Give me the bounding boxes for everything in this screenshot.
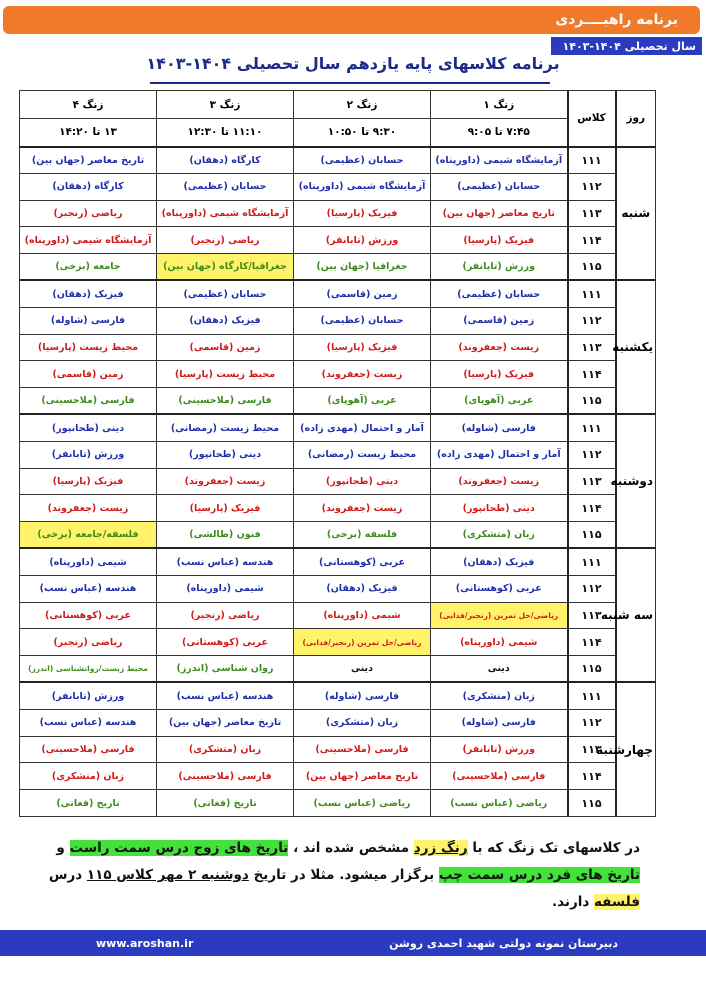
- class-number: ۱۱۳: [568, 468, 616, 495]
- note-text: مشخص شده اند ،: [293, 840, 410, 856]
- class-number: ۱۱۵: [568, 790, 616, 817]
- table-row: [20, 790, 656, 817]
- lesson-cell: عربی (آهوپای): [294, 388, 431, 415]
- lesson-cell: زیست (جعفروند): [20, 495, 157, 522]
- lesson-cell: حسابان (عظیمی): [431, 280, 568, 307]
- class-number: ۱۱۳: [568, 602, 616, 629]
- footer-bar: [0, 930, 706, 956]
- lesson-cell: تاریخ معاصر (جهان بین): [157, 709, 294, 736]
- table-row: [20, 441, 656, 468]
- lesson-cell: حسابان (عظیمی): [294, 307, 431, 334]
- lesson-cell: هندسه (عباس نسب): [20, 709, 157, 736]
- lesson-cell: تاریخ معاصر (جهان بین): [431, 200, 568, 227]
- lesson-cell: فیزیک (پارسیا): [431, 227, 568, 254]
- lesson-cell: فارسی (شاوله): [20, 307, 157, 334]
- class-number: ۱۱۲: [568, 307, 616, 334]
- lesson-cell: هندسه (عباس نسب): [157, 682, 294, 709]
- lesson-cell: شیمی (داورپناه): [294, 602, 431, 629]
- table-row: [20, 361, 656, 388]
- bell-header: زنگ ۴: [20, 91, 157, 119]
- lesson-cell: ریاضی (عباس نسب): [431, 790, 568, 817]
- lesson-cell: فیزیک (دهقان): [294, 575, 431, 602]
- table-row: [20, 709, 656, 736]
- class-number: ۱۱۱: [568, 682, 616, 709]
- lesson-cell: ریاضی (رنجبر): [20, 200, 157, 227]
- day-name: سه شنبه: [616, 548, 656, 682]
- class-number: ۱۱۴: [568, 361, 616, 388]
- table-row: [20, 763, 656, 790]
- table-row: [20, 334, 656, 361]
- lesson-cell: فیزیک (دهقان): [157, 307, 294, 334]
- class-number: ۱۱۱: [568, 414, 616, 441]
- lesson-cell: فیزیک (پارسیا): [294, 200, 431, 227]
- website-link[interactable]: www.aroshan.ir: [96, 936, 194, 950]
- class-number: ۱۱۵: [568, 656, 616, 683]
- lesson-cell: فیزیک (پارسیا): [294, 334, 431, 361]
- lesson-cell: حسابان (عظیمی): [157, 173, 294, 200]
- lesson-cell: فارسی (ملاحسینی): [20, 736, 157, 763]
- class-number: ۱۱۴: [568, 763, 616, 790]
- class-number: ۱۱۲: [568, 173, 616, 200]
- table-row: [20, 280, 656, 307]
- lesson-cell: محیط زیست (پارسیا): [20, 334, 157, 361]
- lesson-cell: فارسی (ملاحسینی): [157, 763, 294, 790]
- table-row: [20, 522, 656, 549]
- day-name: دوشنبه: [616, 414, 656, 548]
- lesson-cell: زمین (قاسمی): [431, 307, 568, 334]
- lesson-cell: فارسی (ملاحسینی): [157, 388, 294, 415]
- lesson-cell: شیمی (داورپناه): [431, 629, 568, 656]
- bell-header: زنگ ۲: [294, 91, 431, 119]
- lesson-cell: تاریخ معاصر (جهان بین): [294, 763, 431, 790]
- lesson-cell: دینی (طحانپور): [157, 441, 294, 468]
- table-row: [20, 629, 656, 656]
- class-number: ۱۱۲: [568, 441, 616, 468]
- table-row: [20, 602, 656, 629]
- page-title: برنامه کلاسهای پایه یازدهم سال تحصیلی ۱۴۰۴-۱۴۰۳: [146, 54, 560, 73]
- lesson-cell: جغرافیا/کارگاه (جهان بین): [157, 254, 294, 281]
- class-number: ۱۱۳: [568, 200, 616, 227]
- lesson-cell: محیط زیست (رمضانی): [157, 414, 294, 441]
- lesson-cell: محیط زیست/روانشناسی (اندرز): [20, 656, 157, 683]
- note-text-odd: تاریخ های فرد درس سمت چپ: [438, 867, 640, 883]
- class-number: ۱۱۳: [568, 334, 616, 361]
- class-number: ۱۱۵: [568, 254, 616, 281]
- class-number: ۱۱۱: [568, 280, 616, 307]
- lesson-cell: ریاضی (رنجبر): [20, 629, 157, 656]
- lesson-cell: دینی (طحانپور): [294, 468, 431, 495]
- bell-header: زنگ ۱: [431, 91, 568, 119]
- lesson-cell: فیزیک (پارسیا): [20, 468, 157, 495]
- lesson-cell: حسابان (عظیمی): [157, 280, 294, 307]
- table-row: [20, 495, 656, 522]
- bell-time: ۹:۳۰ تا ۱۰:۵۰: [294, 119, 431, 147]
- lesson-cell: فلسفه (برخی): [294, 522, 431, 549]
- note-text: برگزار میشود. مثلا در تاریخ: [253, 867, 435, 883]
- col-day-header: روز: [616, 91, 656, 147]
- note-text: درس: [48, 867, 83, 883]
- day-name: یکشنبه: [616, 280, 656, 414]
- lesson-cell: زمین (قاسمی): [157, 334, 294, 361]
- lesson-cell: عربی (کوهستانی): [294, 548, 431, 575]
- lesson-cell: زبان (متشکری): [431, 522, 568, 549]
- lesson-cell: آمار و احتمال (مهدی زاده): [294, 414, 431, 441]
- table-row: [20, 468, 656, 495]
- lesson-cell: فارسی (شاوله): [431, 709, 568, 736]
- lesson-cell: زبان (متشکری): [431, 682, 568, 709]
- lesson-cell: زیست (جعفروند): [431, 334, 568, 361]
- lesson-cell: فیزیک (پارسیا): [431, 361, 568, 388]
- lesson-cell: شیمی (داورپناه): [157, 575, 294, 602]
- note-text: و: [56, 840, 65, 856]
- table-row: [20, 682, 656, 709]
- note-text-subject: فلسفه: [594, 894, 640, 910]
- bell-time: ۷:۴۵ تا ۹:۰۵: [431, 119, 568, 147]
- lesson-cell: ورزش (تابانفر): [20, 441, 157, 468]
- note-text: در کلاسهای تک زنگ که با: [472, 840, 640, 856]
- table-row: [20, 254, 656, 281]
- lesson-cell: فارسی (ملاحسینی): [294, 736, 431, 763]
- year-tag: [551, 37, 702, 55]
- lesson-cell: آزمایشگاه شیمی (داورپناه): [294, 173, 431, 200]
- bell-time: ۱۳ تا ۱۴:۲۰: [20, 119, 157, 147]
- lesson-cell: زمین (قاسمی): [294, 280, 431, 307]
- class-number: ۱۱۴: [568, 629, 616, 656]
- class-number: ۱۱۴: [568, 495, 616, 522]
- lesson-cell: جامعه (برخی): [20, 254, 157, 281]
- lesson-cell: هندسه (عباس نسب): [157, 548, 294, 575]
- lesson-cell: زیست (جعفروند): [294, 361, 431, 388]
- lesson-cell: زبان (متشکری): [20, 763, 157, 790]
- school-name: دبیرستان نمونه دولتی شهید احمدی روشن: [389, 936, 618, 950]
- lesson-cell: دینی (طحانپور): [431, 495, 568, 522]
- note-text-yellow: رنگ زرد: [413, 840, 468, 856]
- table-row: [20, 736, 656, 763]
- lesson-cell: تاریخ معاصر (جهان بین): [20, 147, 157, 174]
- bell-time: ۱۱:۱۰ تا ۱۲:۳۰: [157, 119, 294, 147]
- lesson-cell: عربی (آهوپای): [431, 388, 568, 415]
- table-row: [20, 147, 656, 174]
- table-row: [20, 227, 656, 254]
- header-row-bells: [20, 91, 656, 119]
- lesson-cell: زمین (قاسمی): [20, 361, 157, 388]
- table-row: [20, 414, 656, 441]
- lesson-cell: جغرافیا (جهان بین): [294, 254, 431, 281]
- lesson-cell: محیط زیست (پارسیا): [157, 361, 294, 388]
- lesson-cell: کارگاه (دهقان): [20, 173, 157, 200]
- class-number: ۱۱۲: [568, 709, 616, 736]
- lesson-cell: حسابان (عظیمی): [431, 173, 568, 200]
- lesson-cell: زیست (جعفروند): [431, 468, 568, 495]
- lesson-cell: عربی (کوهستانی): [20, 602, 157, 629]
- table-row: [20, 388, 656, 415]
- header-banner: [3, 6, 700, 34]
- lesson-cell: ریاضی/حل تمرین (رنجبر/فدایی): [431, 602, 568, 629]
- class-number: ۱۱۳: [568, 736, 616, 763]
- class-number: ۱۱۱: [568, 548, 616, 575]
- lesson-cell: آزمایشگاه شیمی (داورپناه): [431, 147, 568, 174]
- lesson-cell: آمار و احتمال (مهدی زاده): [431, 441, 568, 468]
- lesson-cell: عربی (کوهستانی): [157, 629, 294, 656]
- lesson-cell: تاریخ (فغانی): [20, 790, 157, 817]
- lesson-cell: زبان (متشکری): [294, 709, 431, 736]
- lesson-cell: زبان (متشکری): [157, 736, 294, 763]
- table-row: [20, 656, 656, 683]
- lesson-cell: دینی: [431, 656, 568, 683]
- class-number: ۱۱۴: [568, 227, 616, 254]
- table-row: [20, 173, 656, 200]
- lesson-cell: تاریخ (فغانی): [157, 790, 294, 817]
- lesson-cell: آزمایشگاه شیمی (داورپناه): [20, 227, 157, 254]
- table-row: [20, 575, 656, 602]
- lesson-cell: ریاضی (رنجبر): [157, 602, 294, 629]
- lesson-cell: ورزش (تابانفر): [20, 682, 157, 709]
- lesson-cell: هندسه (عباس نسب): [20, 575, 157, 602]
- class-number: ۱۱۱: [568, 147, 616, 174]
- lesson-cell: حسابان (عظیمی): [294, 147, 431, 174]
- lesson-cell: زیست (جعفروند): [294, 495, 431, 522]
- day-name: چهارشنبه: [616, 682, 656, 816]
- note-paragraph: [40, 835, 640, 916]
- header-row-times: [20, 119, 656, 147]
- table-row: [20, 307, 656, 334]
- class-number: ۱۱۵: [568, 388, 616, 415]
- note-text-example: دوشنبه ۲ مهر کلاس ۱۱۵: [86, 867, 249, 883]
- table-row: [20, 200, 656, 227]
- lesson-cell: فنون (طالشی): [157, 522, 294, 549]
- bell-header: زنگ ۳: [157, 91, 294, 119]
- lesson-cell: فیزیک (دهقان): [20, 280, 157, 307]
- lesson-cell: شیمی (داورپناه): [20, 548, 157, 575]
- lesson-cell: ورزش (تابانفر): [431, 736, 568, 763]
- note-text-even: تاریخ های زوج درس سمت راست: [69, 840, 289, 856]
- lesson-cell: فیزیک (پارسیا): [157, 495, 294, 522]
- title-underline: [150, 82, 550, 84]
- lesson-cell: کارگاه (دهقان): [157, 147, 294, 174]
- lesson-cell: محیط زیست (رمضانی): [294, 441, 431, 468]
- lesson-cell: فارسی (ملاحسینی): [431, 763, 568, 790]
- lesson-cell: ورزش (تابانفر): [294, 227, 431, 254]
- day-name: شنبه: [616, 147, 656, 281]
- lesson-cell: فیزیک (دهقان): [431, 548, 568, 575]
- lesson-cell: زیست (جعفروند): [157, 468, 294, 495]
- lesson-cell: دینی (طحانپور): [20, 414, 157, 441]
- class-number: ۱۱۲: [568, 575, 616, 602]
- lesson-cell: دینی: [294, 656, 431, 683]
- lesson-cell: روان شناسی (اندرز): [157, 656, 294, 683]
- col-class-header: کلاس: [568, 91, 616, 147]
- lesson-cell: ورزش (تابانفر): [431, 254, 568, 281]
- lesson-cell: فلسفه/جامعه (برخی): [20, 522, 157, 549]
- lesson-cell: ریاضی (رنجبر): [157, 227, 294, 254]
- lesson-cell: فارسی (شاوله): [294, 682, 431, 709]
- lesson-cell: ریاضی (عباس نسب): [294, 790, 431, 817]
- lesson-cell: عربی (کوهستانی): [431, 575, 568, 602]
- lesson-cell: فارسی (ملاحسینی): [20, 388, 157, 415]
- lesson-cell: ریاضی/حل تمرین (رنجبر/فدایی): [294, 629, 431, 656]
- class-number: ۱۱۵: [568, 522, 616, 549]
- schedule-table: [19, 90, 656, 817]
- table-row: [20, 548, 656, 575]
- banner-title: برنامه راهبــــردی: [555, 12, 678, 28]
- schedule-body: [20, 147, 656, 817]
- year-tag-label: سال تحصیلی ۱۴۰۴-۱۴۰۳: [562, 39, 696, 53]
- note-text: دارند.: [551, 894, 590, 910]
- lesson-cell: فارسی (شاوله): [431, 414, 568, 441]
- lesson-cell: آزمایشگاه شیمی (داورپناه): [157, 200, 294, 227]
